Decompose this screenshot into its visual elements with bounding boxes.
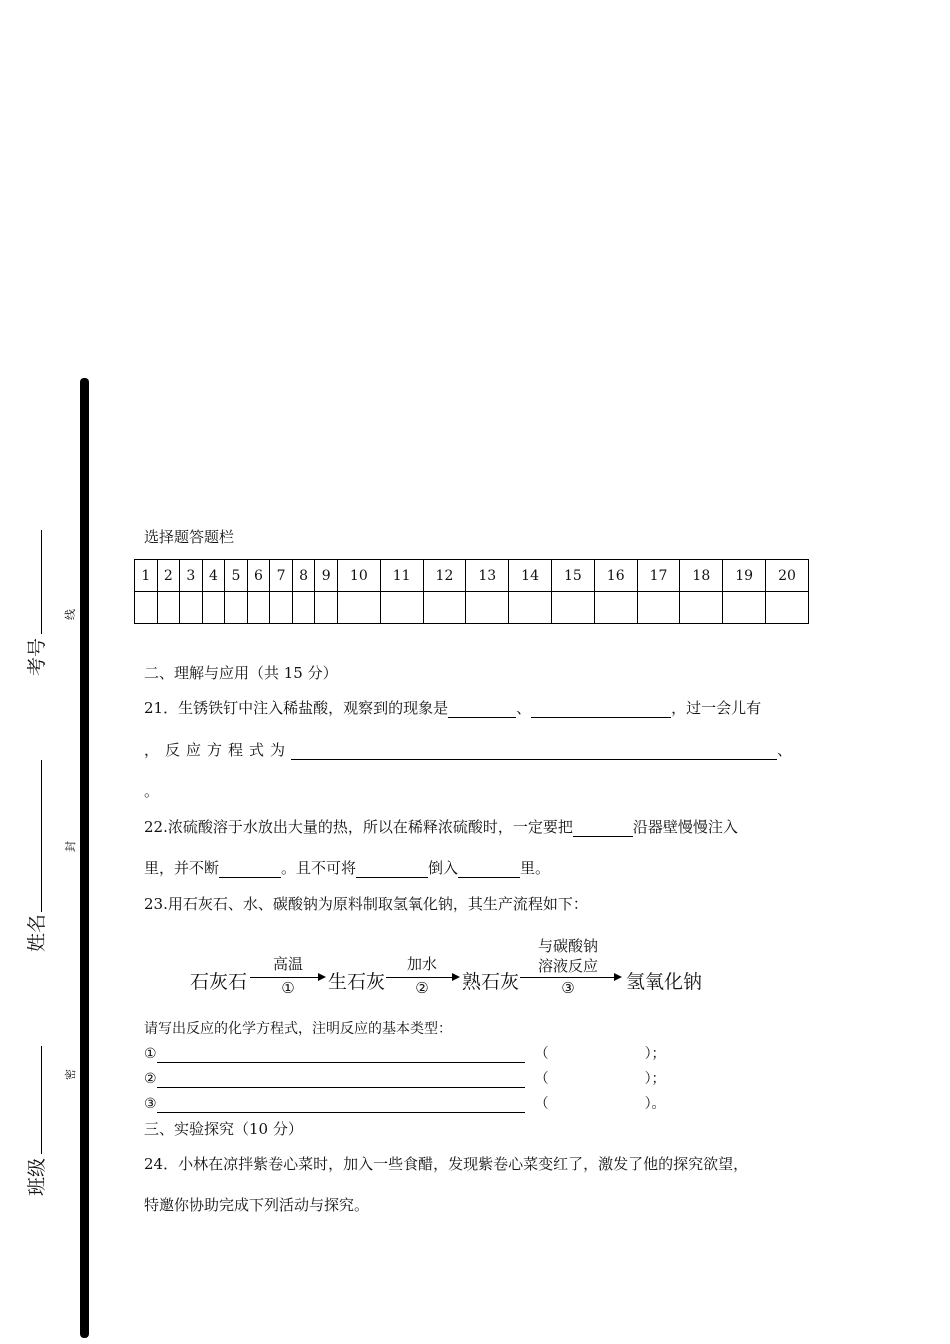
q22-text-f: 里。 [520,859,551,877]
flow-node-naoh: 氢氧化钠 [626,971,703,993]
q21-line3: 。 [144,782,160,800]
exam-no-line [41,530,42,634]
q23-eq2 [144,1068,666,1088]
binding-line [80,378,89,1338]
eq1-mark: ① [144,1046,157,1062]
answer-number-cell: 13 [466,560,509,592]
flow-cond-3a: 与碳酸钠 [537,937,598,955]
answer-number-cell: 9 [315,560,338,592]
answer-blank-cell[interactable] [157,592,180,624]
flow-cond-2: 加水 [406,955,437,973]
class-line [41,1046,42,1154]
production-flow [190,935,750,1005]
q21-blank-2[interactable] [531,699,671,718]
answer-blank-cell[interactable] [680,592,723,624]
answer-blank-cell[interactable] [247,592,270,624]
answer-blank-cell[interactable] [723,592,766,624]
q22-text-d: 。且不可将 [281,859,357,877]
flow-step-2: ② [415,979,429,997]
q23-eq3 [144,1093,666,1113]
answer-blank-cell[interactable] [292,592,315,624]
q22-blank-3[interactable] [356,859,428,878]
section3-title: 三、实验探究（10 分） [144,1120,303,1138]
answer-number-cell: 2 [157,560,180,592]
eq2-blank[interactable] [157,1071,525,1088]
q23-intro: 23.用石灰石、水、碳酸钠为原料制取氢氧化钠，其生产流程如下： [144,895,588,913]
flow-arrow-2 [386,977,458,978]
name-label: 姓名 [26,913,48,952]
seal-seal-mark: 封 [64,841,77,852]
answer-number-cell: 7 [270,560,293,592]
answer-number-cell: 14 [509,560,552,592]
q23-eq1 [144,1043,666,1063]
q22-blank-4[interactable] [458,859,520,878]
q21-text-d: 、 [777,741,799,759]
flow-arrow-1 [250,977,324,978]
answer-number-cell: 4 [202,560,225,592]
answer-number-cell: 20 [766,560,809,592]
answer-blank-cell[interactable] [337,592,380,624]
eq2-type-blank[interactable] [549,1072,645,1088]
flow-cond-3b: 溶液反应 [537,957,598,975]
answer-number-cell: 15 [551,560,594,592]
q24-line1: 24．小林在凉拌紫卷心菜时，加入一些食醋，发现紫卷心菜变红了，激发了他的探究欲望， [144,1155,749,1173]
answer-number-cell: 3 [180,560,203,592]
answer-table [134,559,809,624]
answer-blank-cell[interactable] [466,592,509,624]
answer-blank-cell[interactable] [766,592,809,624]
q21-blank-3[interactable] [291,741,777,760]
q21-line1 [144,697,761,718]
section2-title: 二、理解与应用（共 15 分） [144,664,338,682]
q21-line2 [144,739,798,760]
q21-text-b: ，过一会儿有 [671,699,762,717]
flow-cond-1: 高温 [272,955,303,973]
answer-blank-cell[interactable] [637,592,680,624]
flow-step-1: ① [281,979,295,997]
q22-text-e: 倒入 [428,859,459,877]
flow-node-quicklime: 生石灰 [328,971,386,993]
q22-line2 [144,857,550,878]
flow-node-limestone: 石灰石 [190,971,248,993]
eq2-paren-open: （ [534,1071,549,1087]
answer-number-row [135,560,809,592]
eq3-paren-close: ）。 [644,1096,666,1112]
q21-blank-1[interactable] [448,699,516,718]
answer-blank-cell[interactable] [225,592,248,624]
flow-arrow-3 [520,977,620,978]
eq1-paren-open: （ [534,1046,549,1062]
class-label: 班级 [26,1157,48,1196]
answer-blank-cell[interactable] [315,592,338,624]
q22-blank-2[interactable] [219,859,281,878]
q22-blank-1[interactable] [573,818,633,837]
answer-number-cell: 8 [292,560,315,592]
eq2-mark: ② [144,1071,157,1087]
answer-number-cell: 1 [135,560,158,592]
flow-node-slakedlime: 熟石灰 [462,971,520,993]
eq3-paren-open: （ [534,1096,549,1112]
eq3-blank[interactable] [157,1096,525,1113]
answer-number-cell: 16 [594,560,637,592]
answer-number-cell: 18 [680,560,723,592]
seal-secret-mark: 密 [64,1069,77,1080]
answer-number-cell: 19 [723,560,766,592]
q21-sep: 、 [516,699,532,717]
q23-prompt: 请写出反应的化学方程式，注明反应的基本类型： [144,1021,452,1037]
name-line [41,760,42,912]
flow-step-3: ③ [561,979,575,997]
answer-blank-cell[interactable] [509,592,552,624]
answer-blank-row [135,592,809,624]
answer-blank-cell[interactable] [270,592,293,624]
answer-blank-cell[interactable] [551,592,594,624]
q22-text-c: 里，并不断 [144,859,220,877]
answer-blank-cell[interactable] [180,592,203,624]
answer-blank-cell[interactable] [202,592,225,624]
seal-line-mark: 线 [64,609,77,620]
eq1-blank[interactable] [157,1046,525,1063]
exam-no-label: 考号 [26,637,48,676]
answer-number-cell: 17 [637,560,680,592]
answer-blank-cell[interactable] [423,592,466,624]
answer-number-cell: 12 [423,560,466,592]
answer-sheet-title: 选择题答题栏 [144,528,235,546]
answer-number-cell: 11 [380,560,423,592]
q22-text-b: 沿器壁慢慢注入 [632,818,738,836]
eq3-type-blank[interactable] [549,1097,645,1113]
answer-blank-cell[interactable] [594,592,637,624]
q21-text-a: 21．生锈铁钉中注入稀盐酸，观察到的现象是 [144,699,449,717]
answer-number-cell: 5 [225,560,248,592]
eq2-paren-close: ）； [644,1071,666,1087]
q24-line2: 特邀你协助完成下列活动与探究。 [144,1196,370,1214]
eq1-type-blank[interactable] [549,1047,645,1063]
answer-blank-cell[interactable] [380,592,423,624]
eq3-mark: ③ [144,1096,157,1112]
eq1-paren-close: ）； [644,1046,666,1062]
q21-text-c: ，反应方程式为 [144,741,292,759]
q22-text-a: 22.浓硫酸溶于水放出大量的热，所以在稀释浓硫酸时，一定要把 [144,818,573,836]
answer-number-cell: 6 [247,560,270,592]
answer-blank-cell[interactable] [135,592,158,624]
q22-line1 [144,816,738,837]
answer-number-cell: 10 [337,560,380,592]
